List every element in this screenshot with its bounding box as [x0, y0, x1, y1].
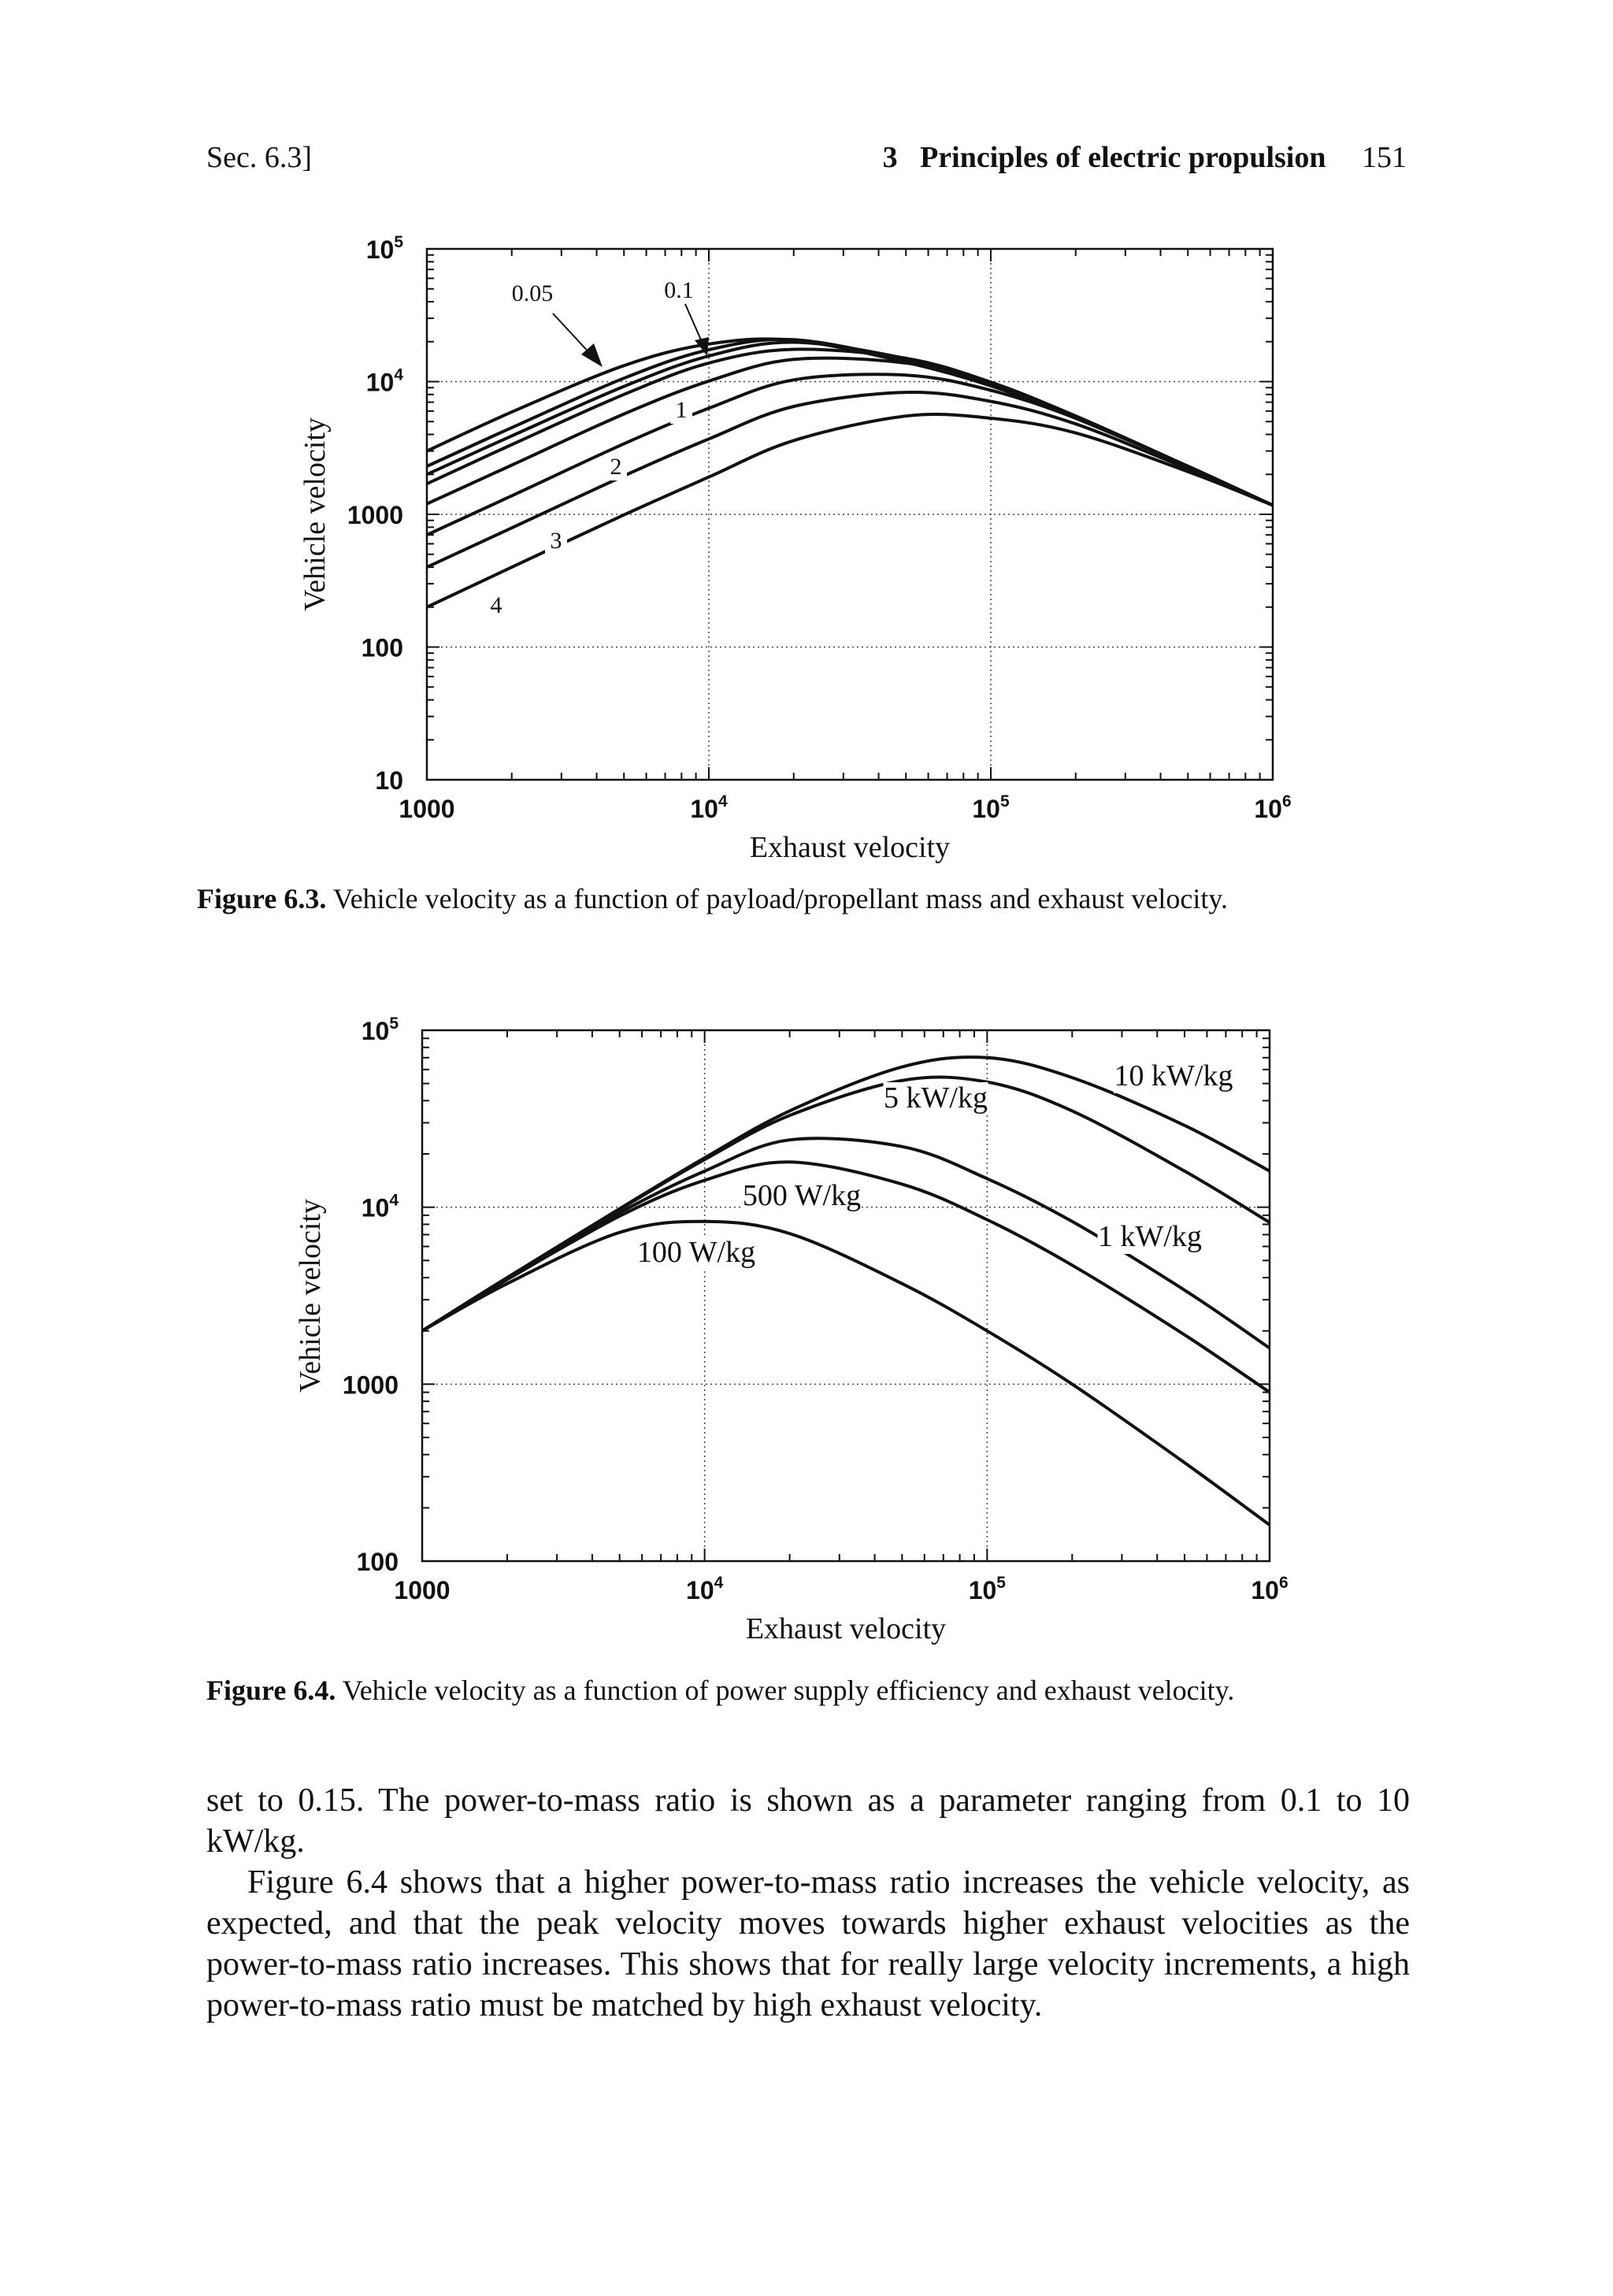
chart2-series-100-w-kg [422, 1222, 1270, 1525]
chart2-x-tick-label: $10^4$ [686, 1574, 724, 1604]
chart1-y-tick-label: 100 [361, 633, 403, 662]
figure-6-3-caption-text: Vehicle velocity as a function of payload/propellant mass and exhaust velocity. [332, 883, 1229, 914]
figure-6-3-chart [0, 221, 1613, 874]
chart2-y-axis-title: Vehicle velocity [294, 1199, 327, 1393]
chart1-y-tick-label: $10^4$ [365, 365, 403, 397]
chart1-y-axis-title: Vehicle velocity [298, 417, 332, 611]
chart1-annotation-curve-4: 4 [490, 592, 502, 618]
chart1-annotation-0-1: 0.1 [664, 277, 694, 303]
chart1-y-tick-label: 1000 [347, 501, 403, 529]
figure-6-4 [0, 1000, 1613, 1670]
chart1-annotation-curve-3: 3 [550, 528, 562, 554]
chart1-arrow-0-05 [553, 313, 592, 356]
figure-6-4-chart [0, 1000, 1613, 1670]
figure-6-4-caption-text: Vehicle velocity as a function of power supply efficiency and exhaust velocity. [342, 1675, 1235, 1706]
chart2-x-tick-label: $10^6$ [1251, 1574, 1289, 1604]
chart2-x-tick-label: 1000 [394, 1576, 451, 1604]
chart1-x-tick-label: 1000 [399, 795, 455, 823]
chart1-annotation-curve-1: 1 [675, 397, 688, 423]
chart1-annotation-0-05: 0.05 [511, 280, 554, 306]
chart1-x-tick-label: $10^4$ [690, 792, 728, 823]
figure-6-3-caption-label: Figure 6.3. [197, 883, 327, 914]
chart1-x-tick-label: $10^6$ [1254, 792, 1292, 823]
chart2-x-axis-title: Exhaust velocity [745, 1612, 947, 1645]
chart1-x-tick-label: $10^5$ [972, 792, 1010, 823]
figure-6-3-caption [197, 882, 1228, 915]
chapter-title: Principles of electric propulsion [920, 141, 1326, 174]
chart1-x-axis-title: Exhaust velocity [749, 831, 951, 864]
body-text [206, 1780, 1410, 2026]
figure-6-3 [0, 221, 1613, 874]
chart1-arrow-0-1 [685, 304, 703, 343]
chart2-annotation-500-w-kg: 500 W/kg [742, 1179, 862, 1212]
page-number: 151 [1362, 141, 1407, 174]
chart1-series-0-1 [427, 339, 1273, 506]
chart1-series-unlabeled-2 [427, 342, 1273, 505]
running-head-section: Sec. 6.3] [206, 141, 313, 174]
chart2-y-tick-label: 100 [356, 1548, 399, 1576]
running-head-title [883, 140, 1407, 175]
chart1-series-1 [427, 358, 1273, 506]
figure-6-4-caption-label: Figure 6.4. [206, 1675, 336, 1706]
chart2-y-tick-label: $10^5$ [361, 1014, 399, 1045]
chart2-annotation-1-kw-kg: 1 kW/kg [1098, 1220, 1202, 1253]
chart2-annotation-5-kw-kg: 5 kW/kg [884, 1081, 988, 1115]
chart2-y-tick-label: 1000 [342, 1371, 399, 1400]
chart2-frame [422, 1030, 1270, 1561]
figure-6-4-caption [206, 1674, 1234, 1707]
paragraph-1: set to 0.15. The power-to-mass ratio is shown as a parameter ranging from 0.1 to 10 kW/kg. [206, 1782, 1410, 1860]
chart1-y-tick-label: $10^5$ [365, 233, 403, 264]
chart1-annotation-curve-2: 2 [610, 454, 622, 480]
chart1-series-0-05 [427, 339, 1273, 505]
chart1-y-tick-label: 10 [375, 766, 403, 795]
chapter-marker: 3 [882, 141, 898, 174]
chart1-series-4 [427, 414, 1273, 607]
paragraph-2: Figure 6.4 shows that a higher power-to-mass ratio increases the vehicle velocity, as expected, and that the peak velocity moves towards higher exhaust velocities as the power-to-mass ratio increases. This shows that for really large velocity increments, a high power-to-mass ratio must be matched by high exhaust velocity. [206, 1864, 1410, 2023]
chart2-y-tick-label: $10^4$ [361, 1191, 399, 1222]
chart2-annotation-100-w-kg: 100 W/kg [636, 1236, 756, 1269]
chart2-x-tick-label: $10^5$ [968, 1574, 1006, 1604]
chart2-annotation-10-kw-kg: 10 kW/kg [1114, 1059, 1233, 1092]
